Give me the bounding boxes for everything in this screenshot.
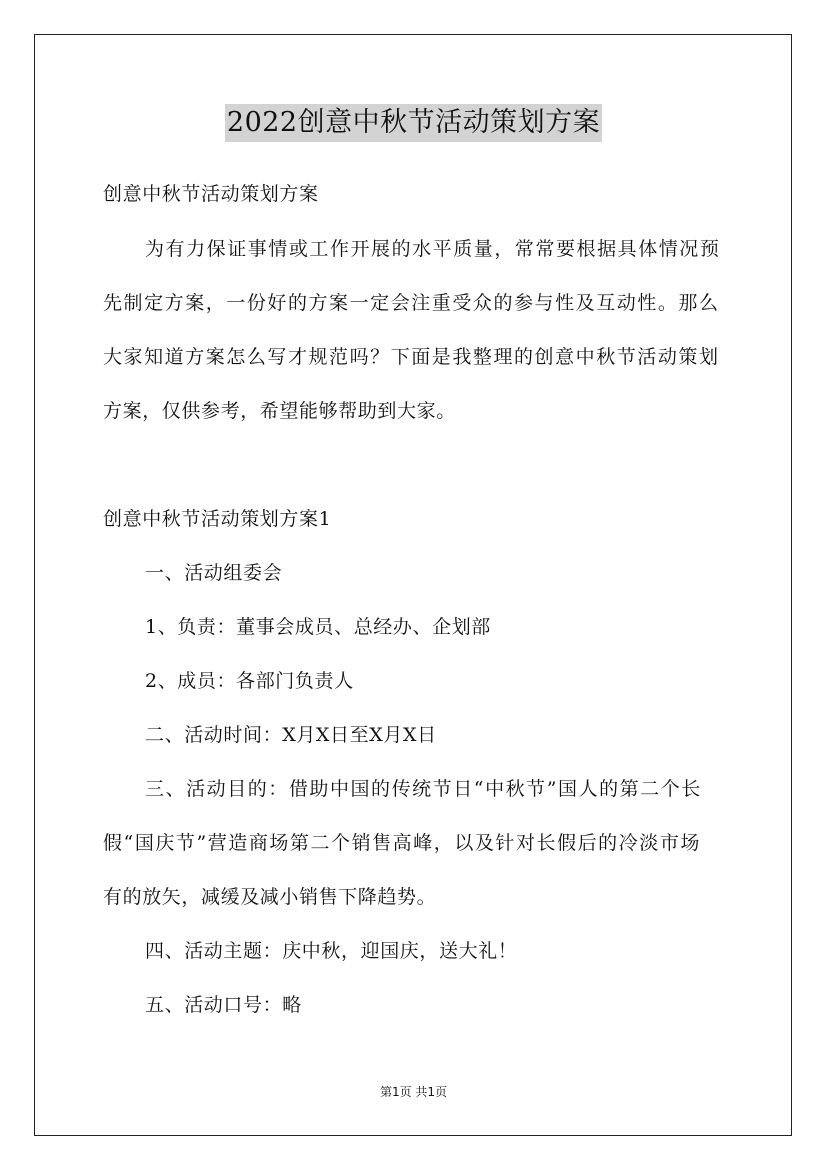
body-line-members: 2、成员：各部门负责人 bbox=[145, 670, 354, 692]
body-line-purpose-2: 假“国庆节”营造商场第二个销售高峰，以及针对长假后的冷淡市场 bbox=[103, 832, 701, 854]
document-title-container bbox=[0, 104, 827, 142]
section-title: 创意中秋节活动策划方案1 bbox=[103, 508, 332, 530]
body-line-slogan: 五、活动口号：略 bbox=[145, 994, 302, 1016]
intro-line-1: 为有力保证事情或工作开展的水平质量，常常要根据具体情况预 bbox=[145, 238, 721, 260]
body-line-purpose-1: 三、活动目的：借助中国的传统节日“中秋节”国人的第二个长 bbox=[145, 778, 702, 800]
intro-line-3: 大家知道方案怎么写才规范吗？下面是我整理的创意中秋节活动策划 bbox=[103, 346, 720, 368]
document-title: 2022创意中秋节活动策划方案 bbox=[225, 104, 602, 142]
document-subtitle: 创意中秋节活动策划方案 bbox=[103, 183, 319, 205]
body-line-purpose-3: 有的放矢，减缓及减小销售下降趋势。 bbox=[103, 886, 437, 908]
body-line-activity-time: 二、活动时间：X月X日至X月X日 bbox=[145, 724, 437, 746]
body-line-responsible: 1、负责：董事会成员、总经办、企划部 bbox=[145, 616, 491, 638]
body-line-organizing-committee: 一、活动组委会 bbox=[145, 562, 283, 584]
intro-line-4: 方案，仅供参考，希望能够帮助到大家。 bbox=[103, 400, 456, 422]
body-line-theme: 四、活动主题：庆中秋，迎国庆，送大礼！ bbox=[145, 940, 518, 962]
page-footer: 第1页 共1页 bbox=[379, 1085, 448, 1099]
intro-line-2: 先制定方案，一份好的方案一定会注重受众的参与性及互动性。那么 bbox=[103, 292, 720, 314]
